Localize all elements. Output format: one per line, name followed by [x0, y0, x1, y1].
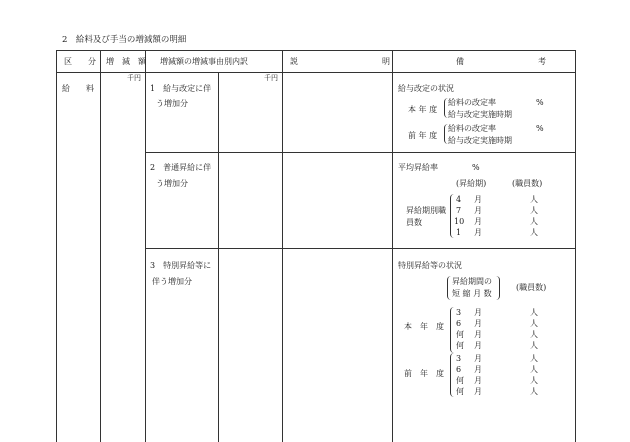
remarks2-row-2-unit: 月 [474, 206, 482, 215]
remarks1-timing-label-prev: 給与改定実施時期 [448, 136, 512, 145]
remarks3-ty-row-3-unit: 月 [474, 330, 482, 339]
remarks3-box-line-2: 短 縮 月 数 [452, 289, 492, 298]
header-category: 区 分 [64, 57, 96, 66]
remarks3-ty-row-2-people: 人 [530, 319, 538, 328]
remarks3-prev-year: 前 年 度 [404, 369, 444, 378]
remarks2-side-label-1: 昇給期別職 [406, 206, 446, 215]
remarks3-staff-label: (職員数) [516, 283, 547, 292]
remarks3-ty-row-2-month: 6 [456, 319, 462, 328]
remarks2-row-3-people: 人 [530, 217, 538, 226]
remarks2-side-label-2: 員数 [406, 218, 422, 227]
col-border-1 [100, 50, 101, 442]
remarks2-row-4-month: 1 [456, 228, 462, 237]
page-title: 2 給料及び手当の増減額の明細 [62, 35, 187, 45]
item-3-line-1: 3 特別昇給等に [150, 261, 212, 270]
col-border-3 [218, 72, 219, 442]
remarks3-ty-row-2-unit: 月 [474, 319, 482, 328]
remarks2-row-1-month: 4 [456, 195, 462, 204]
header-reason: 増減額の増減事由別内訳 [160, 57, 248, 66]
remarks3-py-row-3-people: 人 [530, 376, 538, 385]
remarks2-row-3-unit: 月 [474, 217, 482, 226]
remarks3-ty-row-1-people: 人 [530, 308, 538, 317]
remarks3-py-row-1-month: 3 [456, 354, 462, 363]
remarks2-period-label: (昇給期) [456, 179, 487, 188]
row-divider-2 [145, 248, 576, 249]
item-2-line-2: う増加分 [156, 179, 188, 188]
remarks1-rate-label-prev: 給料の改定率 [448, 124, 496, 133]
remarks1-pct-prev: % [536, 124, 544, 133]
remarks2-rate-label: 平均昇給率 [398, 163, 438, 172]
remarks2-row-4-people: 人 [530, 228, 538, 237]
remarks3-py-row-2-unit: 月 [474, 365, 482, 374]
remarks1-timing-label: 給与改定実施時期 [448, 110, 512, 119]
col-border-5 [392, 50, 393, 442]
remarks2-row-3-month: 10 [454, 217, 465, 226]
remarks3-py-row-3-unit: 月 [474, 376, 482, 385]
remarks2-row-2-month: 7 [456, 206, 462, 215]
remarks1-heading: 給与改定の状況 [398, 84, 454, 93]
remarks2-row-1-people: 人 [530, 195, 538, 204]
left-brace [450, 194, 454, 238]
remarks1-prev-year: 前 年 度 [408, 131, 438, 140]
remarks3-ty-row-4-people: 人 [530, 341, 538, 350]
header-remarks-left: 備 [456, 57, 464, 66]
remarks1-pct: % [536, 98, 544, 107]
col-border-4 [282, 50, 283, 442]
remarks3-box-line-1: 昇給期間の [452, 277, 492, 286]
item-1-line-2: う増加分 [156, 99, 188, 108]
remarks2-row-1-unit: 月 [474, 195, 482, 204]
remarks3-ty-row-3-people: 人 [530, 330, 538, 339]
row-divider-1 [145, 152, 576, 153]
header-remarks-right: 考 [538, 57, 546, 66]
remarks3-ty-row-1-unit: 月 [474, 308, 482, 317]
right-brace [496, 276, 500, 300]
unit-amount: 千円 [127, 74, 141, 82]
remarks2-row-4-unit: 月 [474, 228, 482, 237]
row-label-salary: 給 料 [62, 84, 94, 93]
left-brace [450, 353, 454, 397]
left-brace [447, 276, 451, 300]
remarks2-staff-label: (職員数) [512, 179, 543, 188]
unit-reason: 千円 [264, 74, 278, 82]
remarks3-py-row-4-month: 何 [456, 387, 464, 396]
remarks3-heading: 特別昇給等の状況 [398, 261, 462, 270]
remarks3-py-row-1-people: 人 [530, 354, 538, 363]
col-border-right [575, 50, 576, 442]
header-explain-left: 説 [290, 57, 298, 66]
header-amount: 増 減 額 [106, 57, 146, 66]
item-2-line-1: 2 普通昇給に伴 [150, 163, 212, 172]
remarks3-ty-row-1-month: 3 [456, 308, 462, 317]
remarks3-py-row-2-month: 6 [456, 365, 462, 374]
remarks2-pct: % [472, 163, 480, 172]
remarks3-py-row-4-people: 人 [530, 387, 538, 396]
header-explain-right: 明 [382, 57, 390, 66]
remarks3-py-row-1-unit: 月 [474, 354, 482, 363]
remarks3-this-year: 本 年 度 [404, 322, 444, 331]
col-border-left [56, 50, 57, 442]
header-bottom-border [56, 72, 576, 73]
remarks3-py-row-2-people: 人 [530, 365, 538, 374]
remarks3-py-row-4-unit: 月 [474, 387, 482, 396]
item-3-line-2: 伴う増加分 [152, 277, 192, 286]
col-border-2 [145, 50, 146, 442]
table-top-border [56, 50, 576, 51]
remarks3-py-row-3-month: 何 [456, 376, 464, 385]
remarks3-ty-row-4-month: 何 [456, 341, 464, 350]
item-1-line-1: 1 給与改定に伴 [150, 84, 212, 93]
remarks2-row-2-people: 人 [530, 206, 538, 215]
remarks1-rate-label: 給料の改定率 [448, 98, 496, 107]
remarks3-ty-row-4-unit: 月 [474, 341, 482, 350]
left-brace [450, 307, 454, 353]
remarks3-ty-row-3-month: 何 [456, 330, 464, 339]
remarks1-this-year: 本 年 度 [408, 105, 438, 114]
